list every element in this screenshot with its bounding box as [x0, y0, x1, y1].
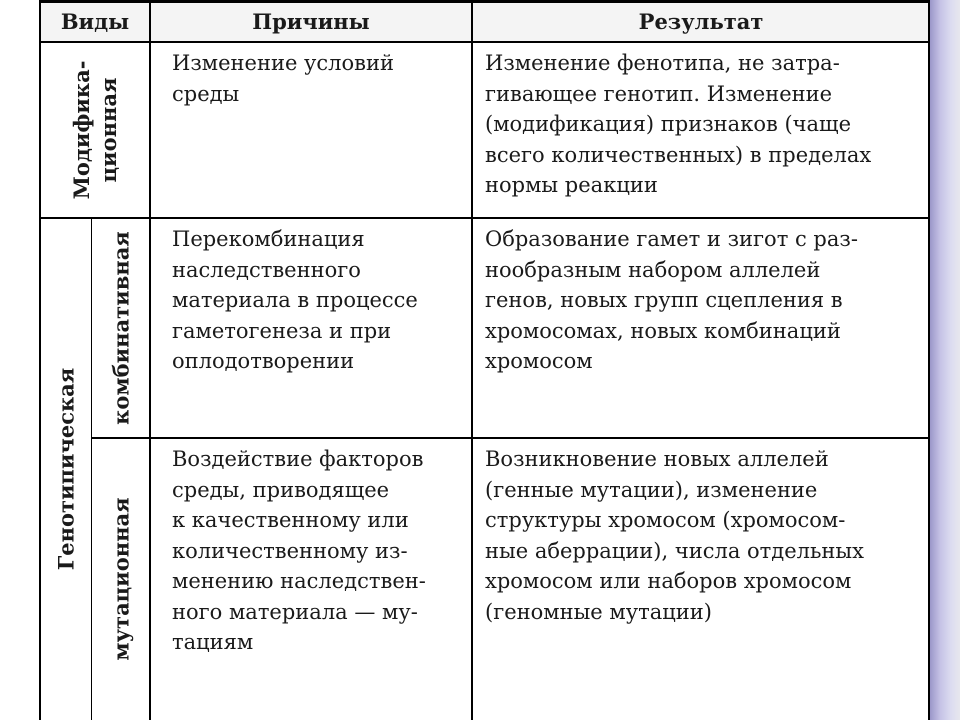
type-modification-cell — [40, 42, 150, 218]
table-left-border — [39, 0, 41, 720]
combinative-bottom-border — [92, 437, 930, 439]
type-genotypic-label: Генотипическая — [53, 367, 79, 571]
subtype-mutational-cell — [92, 438, 150, 720]
subtype-combinative-label: комбинативная — [108, 231, 134, 425]
subtype-mutational-label: мутационная — [108, 497, 134, 661]
genotypic-subtype-divider — [91, 218, 92, 720]
header-result-label: Результат — [638, 8, 764, 34]
types-causes-divider — [149, 0, 151, 720]
combinative-causes: Перекомбинация наследственного материала в процессе гаметогенеза и при оплодотворении — [172, 227, 418, 373]
slide-side-band — [930, 0, 960, 720]
modification-bottom-border — [40, 217, 930, 219]
causes-result-divider — [471, 0, 473, 720]
header-causes-label: Причины — [252, 8, 370, 34]
modification-causes: Изменение условий среды — [172, 51, 394, 106]
header-bottom-border — [40, 41, 930, 43]
type-genotypic-cell — [40, 218, 92, 720]
mutational-result: Возникновение новых аллелей (генные мутации), изменение структуры хромосом (хромосом- ные аберрации), числа отдельных хромосом или наборов хромосом (геномные мутации) — [485, 447, 864, 624]
header-types — [40, 0, 150, 42]
subtype-combinative-cell — [92, 218, 150, 438]
table-top-border — [40, 0, 930, 3]
combinative-result: Образование гамет и зигот с раз- нообразным набором аллелей генов, новых групп сцепления в хромосомах, новых комбинаций хромосом — [485, 227, 858, 373]
header-causes — [150, 0, 472, 42]
type-modification-label: Модифика- ционная — [69, 60, 121, 200]
table-right-border — [928, 0, 930, 720]
modification-result: Изменение фенотипа, не затра- гивающее генотип. Изменение (модификация) признаков (чаще всего количественных) в пределах нормы реакции — [485, 51, 872, 197]
header-types-label: Виды — [60, 8, 130, 34]
mutational-causes: Воздействие факторов среды, приводящее к качественному или количественному из- менению наследствен- ного материала — му- тациям — [172, 447, 426, 654]
header-result — [472, 0, 930, 42]
